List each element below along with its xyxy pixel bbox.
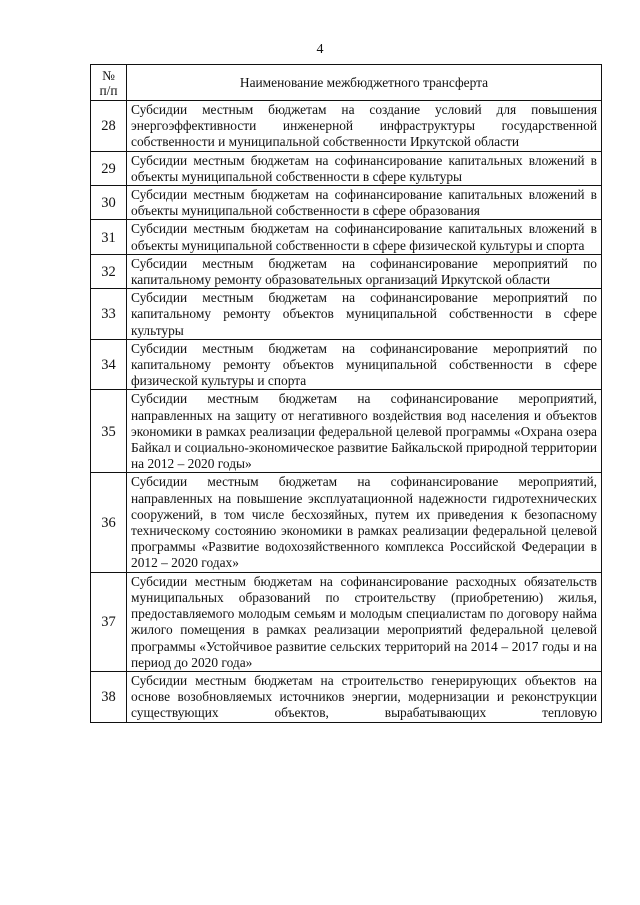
- table-row: [91, 220, 602, 254]
- row-text: Субсидии местным бюджетам на софинансирование мероприятий, направленных на повышение эксплуатационной надежности гидротехнических сооружений, в том числе бесхозяйных, путем их приведения к безопасному техническому состоянию экономики в рамках реализации федеральной целевой программы «Развитие водохозяйственного комплекса Российской Федерации в 2012 – 2020 годах»: [127, 473, 602, 572]
- table-row: [91, 390, 602, 473]
- row-number: 34: [91, 339, 127, 390]
- table-row: [91, 572, 602, 671]
- row-number: 38: [91, 671, 127, 722]
- row-number: 30: [91, 186, 127, 220]
- row-number: 35: [91, 390, 127, 473]
- row-text: Субсидии местным бюджетам на создание условий для повышения энергоэффективности инженерной инфраструктуры государственной собственности и муниципальной собственности Иркутской области: [127, 101, 602, 152]
- row-text: Субсидии местным бюджетам на софинансирование капитальных вложений в объекты муниципальной собственности в сфере культуры: [127, 151, 602, 185]
- row-text: Субсидии местным бюджетам на софинансирование капитальных вложений в объекты муниципальной собственности в сфере образования: [127, 186, 602, 220]
- row-text: Субсидии местным бюджетам на софинансирование мероприятий по капитальному ремонту образовательных организаций Иркутской области: [127, 254, 602, 288]
- table-row: [91, 339, 602, 390]
- row-text: Субсидии местным бюджетам на строительство генерирующих объектов на основе возобновляемых источников энергии, модернизации и реконструкции существующих объектов, вырабатывающих тепловую: [127, 671, 602, 722]
- row-text: Субсидии местным бюджетам на софинансирование мероприятий по капитальному ремонту объектов муниципальной собственности в сфере культуры: [127, 289, 602, 340]
- row-text: Субсидии местным бюджетам на софинансирование мероприятий, направленных на защиту от негативного воздействия вод населения и объектов экономики в рамках реализации федеральной целевой программы «Охрана озера Байкал и социально-экономическое развитие Байкальской природной территории на 2012 – 2020 годы»: [127, 390, 602, 473]
- row-number: 37: [91, 572, 127, 671]
- table-row: [91, 289, 602, 340]
- number-sign: №: [102, 68, 115, 83]
- column-header-name: Наименование межбюджетного трансферта: [127, 65, 602, 101]
- row-number: 31: [91, 220, 127, 254]
- row-number: 29: [91, 151, 127, 185]
- table-row: [91, 254, 602, 288]
- row-number: 32: [91, 254, 127, 288]
- transfers-table: [90, 64, 602, 723]
- row-text: Субсидии местным бюджетам на софинансирование мероприятий по капитальному ремонту объектов муниципальной собственности в сфере физической культуры и спорта: [127, 339, 602, 390]
- row-number: 28: [91, 101, 127, 152]
- table-row: [91, 151, 602, 185]
- page-number: 4: [316, 42, 324, 57]
- table-row: [91, 101, 602, 152]
- row-number: 33: [91, 289, 127, 340]
- row-text: Субсидии местным бюджетам на софинансирование расходных обязательств муниципальных образований по строительству (приобретению) жилья, предоставляемого молодым семьям и молодым специалистам по договору найма жилого помещения в рамках реализации мероприятий федеральной целевой программы «Устойчивое развитие сельских территорий на 2014 – 2017 годы и на период до 2020 года»: [127, 572, 602, 671]
- row-text: Субсидии местным бюджетам на софинансирование капитальных вложений в объекты муниципальной собственности в сфере физической культуры и спорта: [127, 220, 602, 254]
- table-row: [91, 671, 602, 722]
- table-header-row: [91, 65, 602, 101]
- column-header-number: [91, 65, 127, 101]
- number-abbr: п/п: [99, 83, 118, 98]
- table-row: [91, 473, 602, 572]
- table-row: [91, 186, 602, 220]
- row-number: 36: [91, 473, 127, 572]
